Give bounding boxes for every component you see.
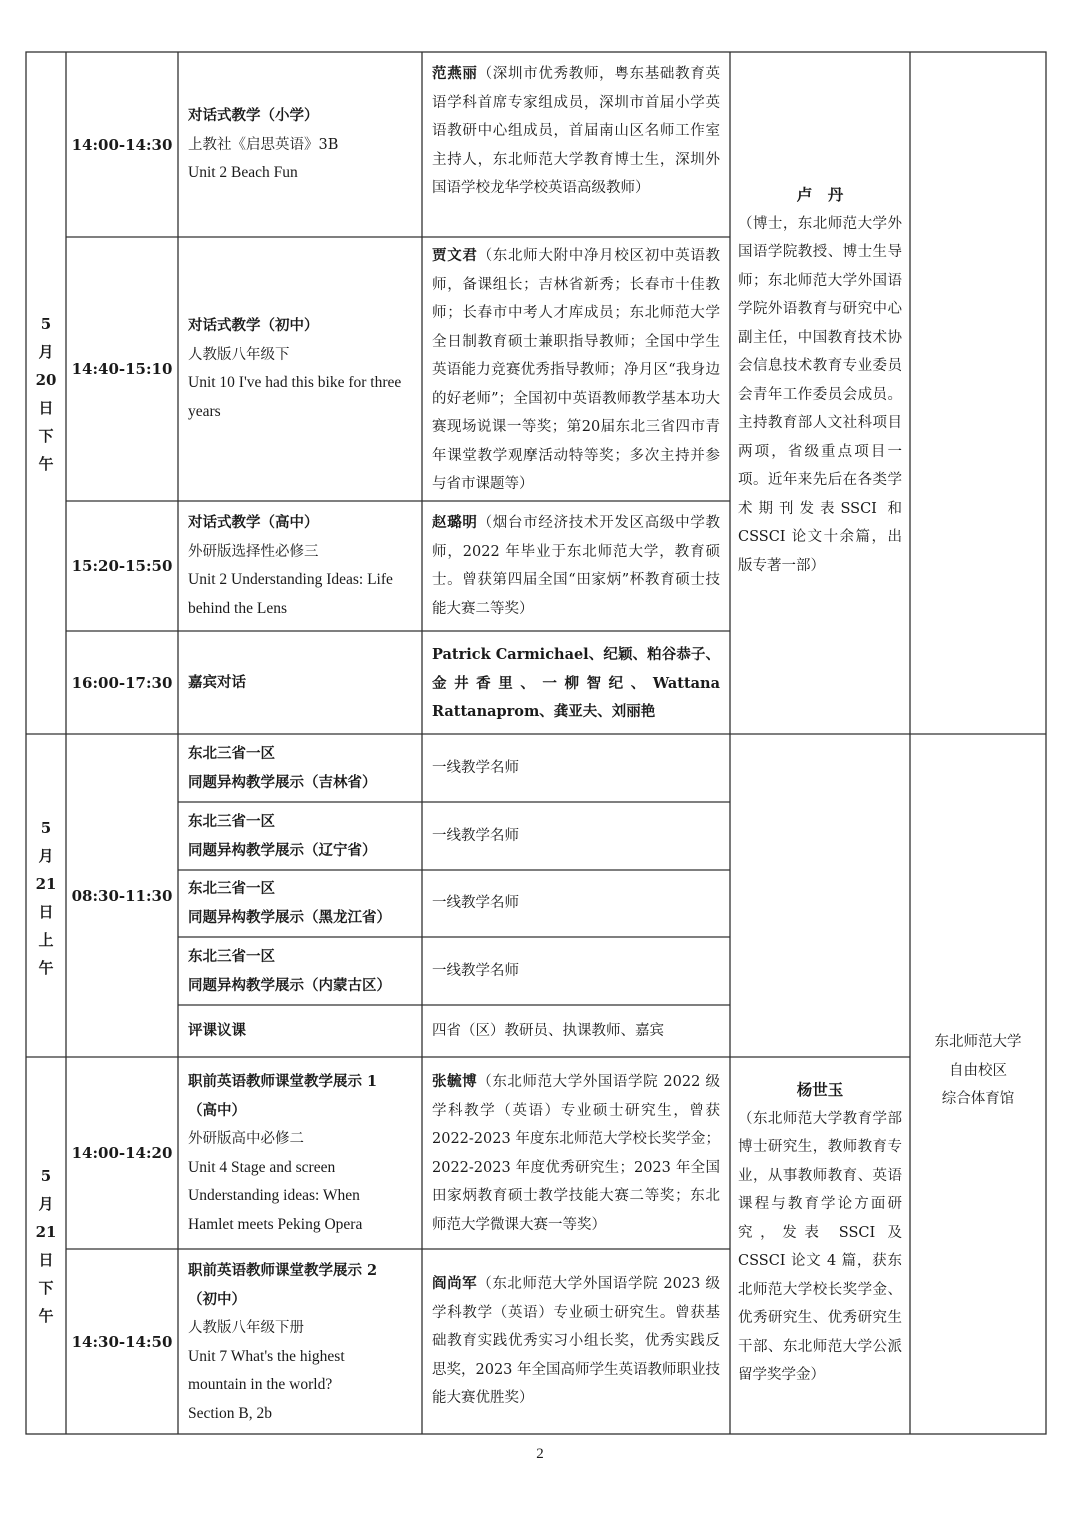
host-name: 卢 丹 [796,185,844,204]
speaker-cell [432,60,720,203]
speaker-cell [432,242,720,499]
date-cell-may21-afternoon [26,1057,66,1434]
speaker-bio: （东北师大附中净月校区初中英语教师，备课组长；吉林省新秀；长春市十佳教师；长春市中考人才库成员；东北师范大学全日制教育硕士兼职指导教师；全国中学生英语能力竞赛优秀指导教师；净月区“我身边的好老师”；全国初中英语教师教学基本功大赛现场说课一等奖；第20届东北三省四市青年课堂教学观摩活动特等奖；多次主持并参与省市课题等） [432,248,721,492]
session-title: 对话式教学（小学） [188,107,319,124]
session-title: 东北三省一区 [188,880,275,897]
speaker-name: 阎尚军 [432,1275,478,1292]
session-detail: Section B, 2b [188,1404,272,1422]
speaker-bio: （深圳市优秀教师，粤东基础教育英语学科首席专家组成员，深圳市首届小学英语教研中心组成员，首届南山区名师工作室主持人，东北师范大学教育博士生，深圳外国语学校龙华学校英语高级教师） [432,66,721,196]
date-char: 20 [35,371,57,389]
session-title: 同题异构教学展示（黑龙江省） [188,908,391,926]
session-detail: 上教社《启思英语》3B [188,136,339,153]
session-title: 职前英语教师课堂教学展示 1 [188,1073,378,1090]
speaker-name: 张毓博 [432,1073,478,1090]
date-char: 上 [38,931,54,949]
session-detail: mountain in the world? [188,1376,333,1393]
session-title: 职前英语教师课堂教学展示 2 [188,1262,378,1279]
session-title: 东北三省一区 [188,813,275,830]
session-cell [188,102,418,188]
session-title: 同题异构教学展示（吉林省） [188,773,377,791]
speaker-bio: （东北师范大学外国语学院 2022 级学科教学（英语）专业硕士研究生，曾获 2022-2023 年度东北师范大学校长奖学金；2022-2023 年度优秀研究生；2023 年全国田家炳教育硕士教学技能大赛二等奖；东北师范大学微课大赛一等奖） [432,1074,721,1233]
session-title: 对话式教学（初中） [188,317,319,334]
session-title: （初中） [188,1290,246,1308]
time-cell: 14:40-15:10 [71,360,173,378]
session-detail: Unit 7 What's the highest [188,1347,345,1365]
session-detail: 外研版高中必修二 [188,1131,304,1147]
speaker-cell: 四省（区）教研员、执课教师、嘉宾 [432,1023,664,1039]
date-char: 21 [35,875,57,893]
page-number: 2 [536,1446,544,1462]
date-char: 日 [38,399,54,417]
speaker-bio: （东北师范大学外国语学院 2023 级学科教学（英语）专业硕士研究生。曾获基础教育实践优秀实习小组长奖，优秀实践反思奖，2023 年全国高师学生英语教师职业技能大赛优胜奖） [432,1276,721,1406]
time-cell: 16:00-17:30 [71,674,173,692]
date-char: 21 [35,1223,57,1241]
session-cell [188,1257,422,1428]
venue-cell [910,1028,1046,1114]
date-char: 日 [38,1251,54,1269]
date-char: 5 [40,315,52,333]
session-title: 对话式教学（高中） [188,514,319,531]
host-bio: （东北师范大学教育学部博士研究生，教师教育专业，从事教师教育、英语课程与教育学论方面研究，发表 SSCI 及 CSSCI 论文 4 篇，获东北师范大学校长奖学金、优秀研究生、优秀研究生干部、东北师范大学公派留学奖学金） [738,1110,902,1383]
session-detail: Unit 2 Understanding Ideas: Life behind the Lens [188,571,393,617]
session-cell [188,943,424,1000]
time-cell: 15:20-15:50 [71,557,173,575]
date-char: 月 [38,847,54,865]
time-cell: 08:30-11:30 [71,887,173,905]
venue-line: 东北师范大学 [934,1034,1022,1050]
host-name: 杨世玉 [796,1080,844,1099]
session-cell [188,312,416,426]
session-detail: Understanding ideas: When [188,1187,360,1204]
speaker-cell [432,1068,720,1239]
date-char: 月 [38,343,54,361]
speaker-name: 贾文君 [432,247,478,264]
time-cell: 14:00-14:20 [71,1144,173,1162]
session-title: 东北三省一区 [188,948,275,965]
speaker-cell: 一线教学名师 [432,963,519,979]
session-detail: 外研版选择性必修三 [188,543,319,560]
venue-line: 自由校区 [949,1062,1007,1079]
date-char: 日 [38,903,54,921]
date-char: 5 [40,819,52,837]
date-cell-may21-morning [26,734,66,1057]
venue-line: 综合体育馆 [941,1091,1015,1107]
session-detail: Unit 10 I've had this bike for three years [188,374,402,420]
session-detail: Unit 4 Stage and screen [188,1158,336,1176]
date-char: 5 [40,1167,52,1185]
date-char: 午 [38,1307,54,1325]
date-char: 月 [38,1195,54,1213]
session-title: （高中） [188,1101,246,1119]
speaker-cell: 一线教学名师 [432,760,519,776]
date-char: 下 [38,427,54,445]
date-char: 午 [38,455,54,473]
session-title: 东北三省一区 [188,745,275,762]
host-cell [738,181,902,580]
speaker-name: 范燕丽 [432,65,478,82]
time-cell: 14:00-14:30 [71,136,173,154]
host-cell [738,1076,902,1390]
session-cell [188,509,416,623]
session-cell [188,808,424,865]
guest-list: Patrick Carmichael、纪颖、粕谷恭子、金井香里、一柳智纪、Wattana Rattanaprom、龚亚夫、刘丽艳 [432,646,720,720]
speaker-bio: （烟台市经济技术开发区高级中学教师，2022 年毕业于东北师范大学，教育硕士。曾获第四届全国“田家炳”杯教育硕士技能大赛二等奖） [432,515,721,617]
time-cell: 14:30-14:50 [71,1333,173,1351]
session-title: 同题异构教学展示（内蒙古区） [188,976,391,994]
session-detail: Hamlet meets Peking Opera [188,1215,363,1233]
session-title: 嘉宾对话 [188,674,246,691]
speaker-cell: 一线教学名师 [432,895,519,911]
speaker-name: 赵璐明 [432,514,478,531]
date-char: 午 [38,959,54,977]
speaker-cell: 一线教学名师 [432,828,519,844]
date-cell-may20-afternoon [26,52,66,734]
session-title: 同题异构教学展示（辽宁省） [188,841,377,859]
speaker-cell [432,1270,720,1413]
session-cell [188,1068,422,1239]
session-detail: 人教版八年级下册 [188,1320,304,1336]
session-detail: Unit 2 Beach Fun [188,164,298,181]
session-cell [188,740,424,797]
date-char: 下 [38,1279,54,1297]
session-cell [188,875,424,932]
speaker-cell [432,509,720,623]
session-detail: 人教版八年级下 [188,346,290,363]
host-bio: （博士，东北师范大学外国语学院教授、博士生导师；东北师范大学外国语学院外语教育与研究中心副主任，中国教育技术协会信息技术教育专业委员会青年工作委员会成员。主持教育部人文社科项目两项，省级重点项目一项。近年来先后在各类学术期刊发表SSCI 和 CSSCI 论文十余篇，出版专著一部） [738,215,902,574]
session-title: 评课议课 [188,1022,246,1039]
